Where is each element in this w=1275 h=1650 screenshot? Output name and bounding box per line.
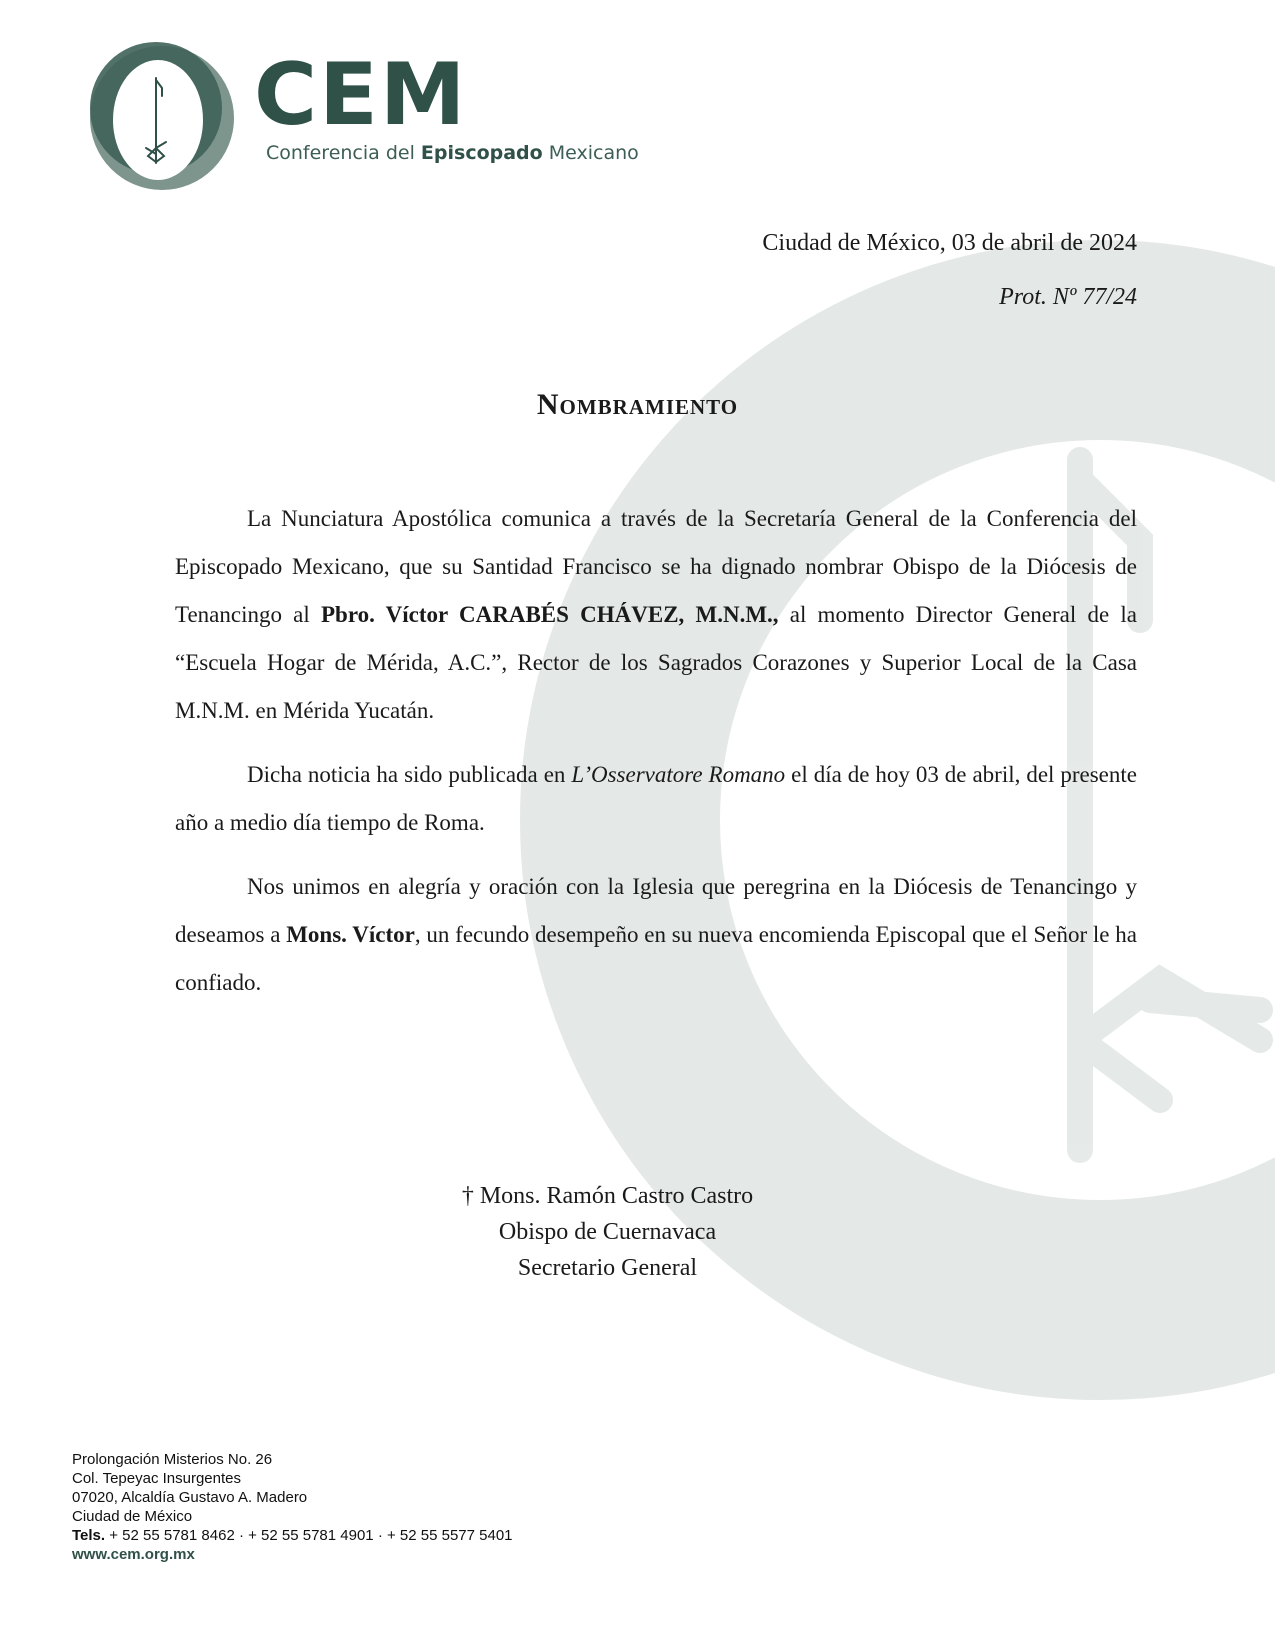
letter-body (175, 495, 1137, 1023)
paragraph-appointment: La Nunciatura Apostólica comunica a través de la Secretaría General de la Conferencia del Episcopado Mexicano, que su Santidad Francisco se ha dignado nombrar Obispo de la Diócesis de Tenancingo al Pbro. Víctor CARABÉS CHÁVEZ, M.N.M., al momento Director General de la “Escuela Hogar de Mérida, A.C.”, Rector de los Sagrados Corazones y Superior Local de la Casa M.N.M. en Mérida Yucatán. (175, 506, 1137, 723)
appointee-name: Pbro. Víctor CARABÉS CHÁVEZ, M.N.M., (320, 602, 779, 627)
footer-phones: Tels. + 52 55 5781 8462 · + 52 55 5781 4901 · + 52 55 5577 5401 (72, 1527, 513, 1544)
logo-acronym: CEM (254, 45, 468, 145)
document-title: Nombramiento (536, 388, 739, 421)
footer-city: Ciudad de México (72, 1508, 193, 1525)
paragraph-publication: Dicha noticia ha sido publicada en L’Osservatore Romano el día de hoy 03 de abril, del presente año a medio día tiempo de Roma. (175, 762, 1137, 835)
newspaper-name: L’Osservatore Romano (571, 762, 786, 787)
footer-website-link[interactable]: www.cem.org.mx (72, 1546, 195, 1563)
logo-subtitle: Conferencia del Episcopado Mexicano (266, 142, 639, 164)
signature-block (0, 1178, 1215, 1286)
dateline: Ciudad de México, 03 de abril de 2024 (762, 230, 1137, 256)
footer-street: Prolongación Misterios No. 26 (72, 1451, 273, 1468)
signatory-name: † Mons. Ramón Castro Castro (461, 1183, 754, 1209)
footer-address (72, 1450, 513, 1564)
signatory-title: Secretario General (517, 1255, 698, 1281)
bishop-name: Mons. Víctor (286, 922, 415, 947)
footer-postal: 07020, Alcaldía Gustavo A. Madero (72, 1489, 308, 1506)
signatory-role: Obispo de Cuernavaca (498, 1219, 717, 1245)
cem-emblem-icon (82, 38, 242, 198)
cem-logo (82, 38, 642, 198)
paragraph-wishes: Nos unimos en alegría y oración con la Iglesia que peregrina en la Diócesis de Tenancingo y deseamos a Mons. Víctor, un fecundo desempeño en su nueva encomienda Episcopal que el Señor le ha confiado. (175, 874, 1137, 995)
footer-colony: Col. Tepeyac Insurgentes (72, 1470, 241, 1487)
protocol-number: Prot. Nº 77/24 (999, 284, 1137, 310)
